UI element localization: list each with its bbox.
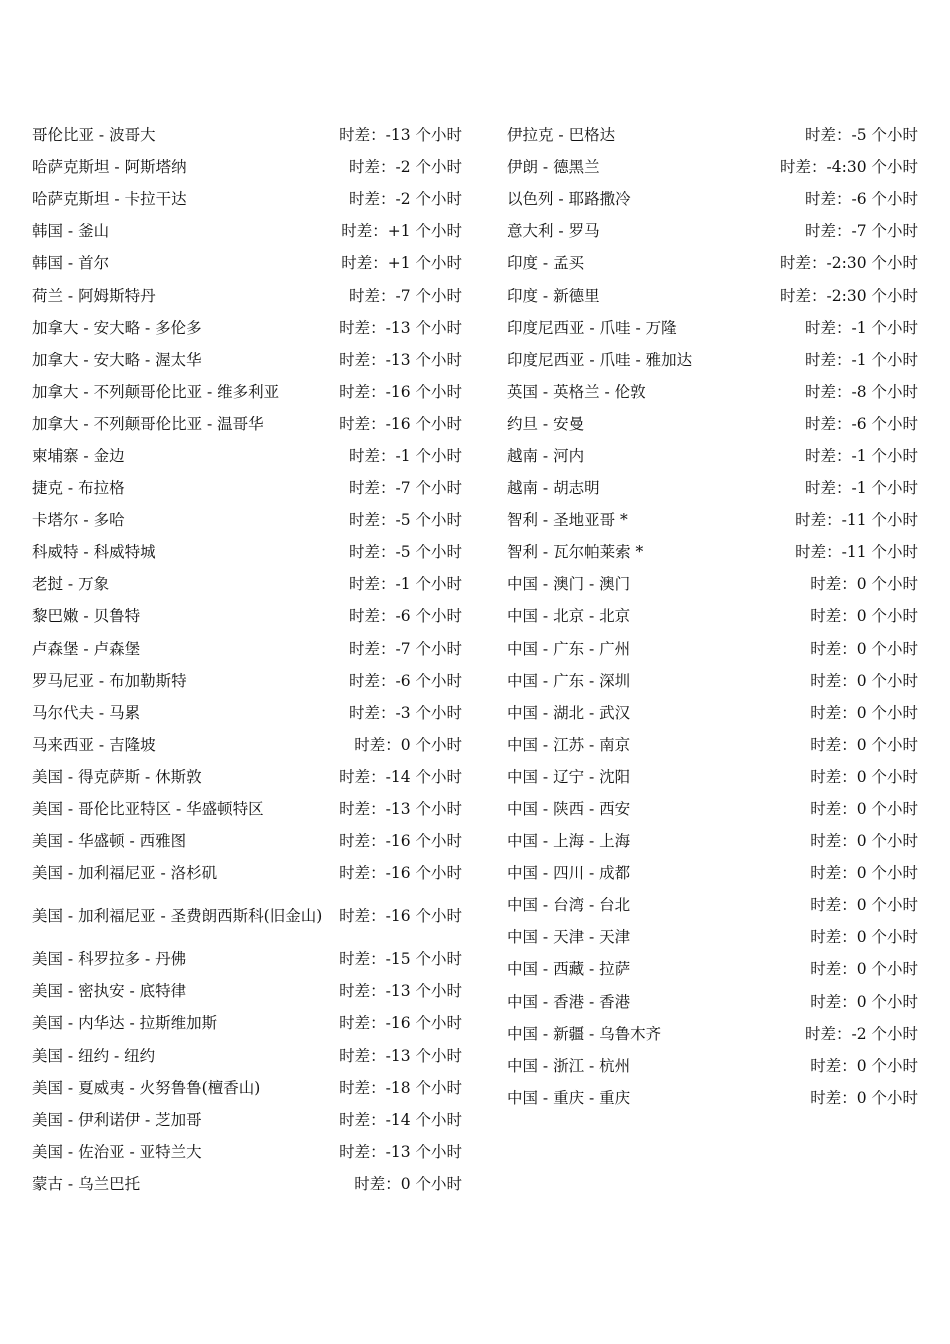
place-name: 加拿大 - 安大略 - 多伦多 (32, 318, 202, 337)
list-item (507, 921, 918, 953)
place-name: 美国 - 密执安 - 底特律 (32, 982, 187, 1001)
list-item (507, 697, 918, 729)
list-item (507, 857, 918, 889)
time-offset: 时差：0 个小时 (810, 671, 918, 690)
place-name: 蒙古 - 乌兰巴托 (32, 1174, 141, 1193)
time-offset: 时差：+1 个小时 (341, 222, 462, 241)
list-item (32, 975, 462, 1007)
list-item (507, 986, 918, 1018)
place-name: 印度 - 孟买 (507, 254, 585, 273)
place-name: 荷兰 - 阿姆斯特丹 (32, 286, 156, 305)
time-offset: 时差：0 个小时 (810, 575, 918, 594)
place-name: 马尔代夫 - 马累 (32, 703, 141, 722)
place-name: 美国 - 夏威夷 - 火努鲁鲁(檀香山) (32, 1078, 261, 1097)
place-name: 加拿大 - 不列颠哥伦比亚 - 维多利亚 (32, 382, 280, 401)
time-offset: 时差：-13 个小时 (339, 800, 462, 819)
list-item (507, 247, 918, 279)
place-name: 智利 - 圣地亚哥 * (507, 511, 628, 530)
time-offset: 时差：-7 个小时 (348, 479, 462, 498)
list-item (507, 536, 918, 568)
place-name: 中国 - 北京 - 北京 (507, 607, 631, 626)
place-name: 韩国 - 首尔 (32, 254, 110, 273)
place-name: 哥伦比亚 - 波哥大 (32, 126, 156, 145)
time-offset: 时差：0 个小时 (810, 767, 918, 786)
place-name: 意大利 - 罗马 (507, 222, 600, 241)
list-item (32, 600, 462, 632)
time-offset: 时差：0 个小时 (810, 992, 918, 1011)
right-column (507, 119, 918, 1114)
list-item (32, 1168, 462, 1200)
time-offset: 时差：0 个小时 (810, 864, 918, 883)
time-offset: 时差：0 个小时 (810, 639, 918, 658)
list-item (507, 793, 918, 825)
time-offset: 时差：-16 个小时 (339, 414, 462, 433)
list-item (32, 247, 462, 279)
place-name: 韩国 - 釜山 (32, 222, 110, 241)
place-name: 美国 - 纽约 - 纽约 (32, 1046, 156, 1065)
list-item (507, 665, 918, 697)
place-name: 越南 - 胡志明 (507, 479, 600, 498)
place-name: 美国 - 伊利诺伊 - 芝加哥 (32, 1110, 202, 1129)
time-offset: 时差：0 个小时 (810, 928, 918, 947)
list-item (507, 312, 918, 344)
list-item (32, 279, 462, 311)
place-name: 柬埔寨 - 金边 (32, 446, 125, 465)
time-offset: 时差：-7 个小时 (348, 639, 462, 658)
list-item (507, 1082, 918, 1114)
list-item (507, 183, 918, 215)
time-offset: 时差：0 个小时 (810, 800, 918, 819)
time-offset: 时差：-16 个小时 (339, 382, 462, 401)
list-item (507, 729, 918, 761)
place-name: 美国 - 加利福尼亚 - 圣费朗西斯科(旧金山) (32, 907, 323, 926)
list-item (32, 119, 462, 151)
list-item (32, 568, 462, 600)
time-offset: 时差：0 个小时 (810, 735, 918, 754)
time-offset: 时差：+1 个小时 (341, 254, 462, 273)
time-offset: 时差：-2:30 个小时 (780, 286, 918, 305)
list-item (32, 729, 462, 761)
time-offset: 时差：-14 个小时 (339, 767, 462, 786)
time-offset: 时差：-1 个小时 (348, 446, 462, 465)
time-offset: 时差：0 个小时 (354, 735, 462, 754)
time-offset: 时差：-13 个小时 (339, 126, 462, 145)
list-item (32, 344, 462, 376)
time-offset: 时差：0 个小时 (810, 703, 918, 722)
place-name: 卡塔尔 - 多哈 (32, 511, 125, 530)
time-offset: 时差：-6 个小时 (804, 414, 918, 433)
list-item (507, 215, 918, 247)
list-item (32, 857, 462, 889)
time-offset: 时差：-16 个小时 (339, 832, 462, 851)
list-item (507, 279, 918, 311)
time-offset: 时差：-5 个小时 (804, 126, 918, 145)
time-offset: 时差：0 个小时 (810, 832, 918, 851)
time-offset: 时差：-18 个小时 (339, 1078, 462, 1097)
place-name: 中国 - 上海 - 上海 (507, 832, 631, 851)
place-name: 美国 - 哥伦比亚特区 - 华盛顿特区 (32, 800, 264, 819)
place-name: 英国 - 英格兰 - 伦敦 (507, 382, 646, 401)
place-name: 中国 - 浙江 - 杭州 (507, 1056, 631, 1075)
place-name: 中国 - 四川 - 成都 (507, 864, 631, 883)
list-item (507, 600, 918, 632)
list-item (507, 119, 918, 151)
place-name: 中国 - 广东 - 广州 (507, 639, 631, 658)
list-item (507, 344, 918, 376)
list-item (32, 408, 462, 440)
place-name: 哈萨克斯坦 - 阿斯塔纳 (32, 158, 187, 177)
place-name: 老挝 - 万象 (32, 575, 110, 594)
place-name: 中国 - 台湾 - 台北 (507, 896, 631, 915)
place-name: 中国 - 重庆 - 重庆 (507, 1088, 631, 1107)
list-item (32, 665, 462, 697)
list-item (32, 504, 462, 536)
place-name: 美国 - 华盛顿 - 西雅图 (32, 832, 187, 851)
time-offset: 时差：-13 个小时 (339, 350, 462, 369)
list-item (32, 889, 462, 943)
list-item (32, 472, 462, 504)
place-name: 美国 - 科罗拉多 - 丹佛 (32, 950, 187, 969)
place-name: 中国 - 澳门 - 澳门 (507, 575, 631, 594)
place-name: 中国 - 天津 - 天津 (507, 928, 631, 947)
list-item (507, 151, 918, 183)
time-offset: 时差：-1 个小时 (804, 446, 918, 465)
place-name: 中国 - 新疆 - 乌鲁木齐 (507, 1024, 662, 1043)
time-offset: 时差：-8 个小时 (804, 382, 918, 401)
list-item (507, 953, 918, 985)
list-item (32, 761, 462, 793)
list-item (507, 633, 918, 665)
time-offset: 时差：0 个小时 (810, 1056, 918, 1075)
place-name: 卢森堡 - 卢森堡 (32, 639, 141, 658)
place-name: 罗马尼亚 - 布加勒斯特 (32, 671, 187, 690)
time-offset: 时差：-2:30 个小时 (780, 254, 918, 273)
place-name: 中国 - 江苏 - 南京 (507, 735, 631, 754)
time-offset: 时差：-1 个小时 (804, 350, 918, 369)
place-name: 印度 - 新德里 (507, 286, 600, 305)
time-offset: 时差：-13 个小时 (339, 982, 462, 1001)
time-offset: 时差：-13 个小时 (339, 318, 462, 337)
time-offset: 时差：-1 个小时 (804, 479, 918, 498)
time-offset: 时差：-7 个小时 (804, 222, 918, 241)
place-name: 黎巴嫩 - 贝鲁特 (32, 607, 141, 626)
list-item (32, 697, 462, 729)
time-offset: 时差：-13 个小时 (339, 1142, 462, 1161)
time-offset: 时差：-2 个小时 (804, 1024, 918, 1043)
time-offset: 时差：-16 个小时 (339, 1014, 462, 1033)
time-offset: 时差：-3 个小时 (348, 703, 462, 722)
list-item (32, 215, 462, 247)
time-offset: 时差：-7 个小时 (348, 286, 462, 305)
place-name: 约旦 - 安曼 (507, 414, 585, 433)
place-name: 马来西亚 - 吉隆坡 (32, 735, 156, 754)
list-item (32, 312, 462, 344)
time-offset: 时差：-5 个小时 (348, 543, 462, 562)
time-offset: 时差：0 个小时 (810, 607, 918, 626)
place-name: 伊拉克 - 巴格达 (507, 126, 616, 145)
left-column (32, 119, 462, 1200)
list-item (32, 151, 462, 183)
place-name: 哈萨克斯坦 - 卡拉干达 (32, 190, 187, 209)
place-name: 中国 - 陕西 - 西安 (507, 800, 631, 819)
place-name: 中国 - 香港 - 香港 (507, 992, 631, 1011)
list-item (507, 504, 918, 536)
list-item (32, 183, 462, 215)
time-offset: 时差：0 个小时 (810, 1088, 918, 1107)
list-item (32, 825, 462, 857)
place-name: 中国 - 西藏 - 拉萨 (507, 960, 631, 979)
list-item (32, 536, 462, 568)
time-offset: 时差：-2 个小时 (348, 158, 462, 177)
list-item (32, 440, 462, 472)
time-offset: 时差：-15 个小时 (339, 950, 462, 969)
list-item (32, 943, 462, 975)
place-name: 伊朗 - 德黑兰 (507, 158, 600, 177)
place-name: 美国 - 得克萨斯 - 休斯敦 (32, 767, 202, 786)
time-offset: 时差：-11 个小时 (795, 543, 918, 562)
list-item (507, 825, 918, 857)
place-name: 越南 - 河内 (507, 446, 585, 465)
time-offset: 时差：-6 个小时 (348, 607, 462, 626)
place-name: 美国 - 佐治亚 - 亚特兰大 (32, 1142, 202, 1161)
list-item (507, 408, 918, 440)
time-offset: 时差：-1 个小时 (348, 575, 462, 594)
list-item (507, 1050, 918, 1082)
place-name: 美国 - 内华达 - 拉斯维加斯 (32, 1014, 218, 1033)
list-item (507, 440, 918, 472)
list-item (32, 1104, 462, 1136)
time-offset: 时差：-16 个小时 (339, 864, 462, 883)
place-name: 以色列 - 耶路撒冷 (507, 190, 631, 209)
time-offset: 时差：0 个小时 (810, 960, 918, 979)
list-item (32, 1007, 462, 1039)
list-item (32, 1072, 462, 1104)
time-offset: 时差：-5 个小时 (348, 511, 462, 530)
place-name: 中国 - 广东 - 深圳 (507, 671, 631, 690)
time-offset: 时差：-1 个小时 (804, 318, 918, 337)
place-name: 中国 - 湖北 - 武汉 (507, 703, 631, 722)
place-name: 中国 - 辽宁 - 沈阳 (507, 767, 631, 786)
place-name: 加拿大 - 安大略 - 渥太华 (32, 350, 202, 369)
time-offset: 时差：0 个小时 (354, 1174, 462, 1193)
list-item (507, 376, 918, 408)
place-name: 加拿大 - 不列颠哥伦比亚 - 温哥华 (32, 414, 264, 433)
place-name: 科威特 - 科威特城 (32, 543, 156, 562)
list-item (32, 1136, 462, 1168)
list-item (32, 633, 462, 665)
time-offset: 时差：-16 个小时 (339, 907, 462, 926)
time-offset: 时差：-14 个小时 (339, 1110, 462, 1129)
list-item (32, 376, 462, 408)
time-offset: 时差：0 个小时 (810, 896, 918, 915)
list-item (507, 1018, 918, 1050)
list-item (32, 1040, 462, 1072)
list-item (507, 472, 918, 504)
list-item (507, 889, 918, 921)
list-item (507, 761, 918, 793)
list-item (32, 793, 462, 825)
place-name: 智利 - 瓦尔帕莱索 * (507, 543, 644, 562)
time-offset: 时差：-13 个小时 (339, 1046, 462, 1065)
time-offset: 时差：-4:30 个小时 (780, 158, 918, 177)
list-item (507, 568, 918, 600)
place-name: 美国 - 加利福尼亚 - 洛杉矶 (32, 864, 218, 883)
time-offset: 时差：-11 个小时 (795, 511, 918, 530)
place-name: 印度尼西亚 - 爪哇 - 雅加达 (507, 350, 693, 369)
place-name: 捷克 - 布拉格 (32, 479, 125, 498)
time-offset: 时差：-6 个小时 (348, 671, 462, 690)
place-name: 印度尼西亚 - 爪哇 - 万隆 (507, 318, 677, 337)
time-offset: 时差：-6 个小时 (804, 190, 918, 209)
time-offset: 时差：-2 个小时 (348, 190, 462, 209)
